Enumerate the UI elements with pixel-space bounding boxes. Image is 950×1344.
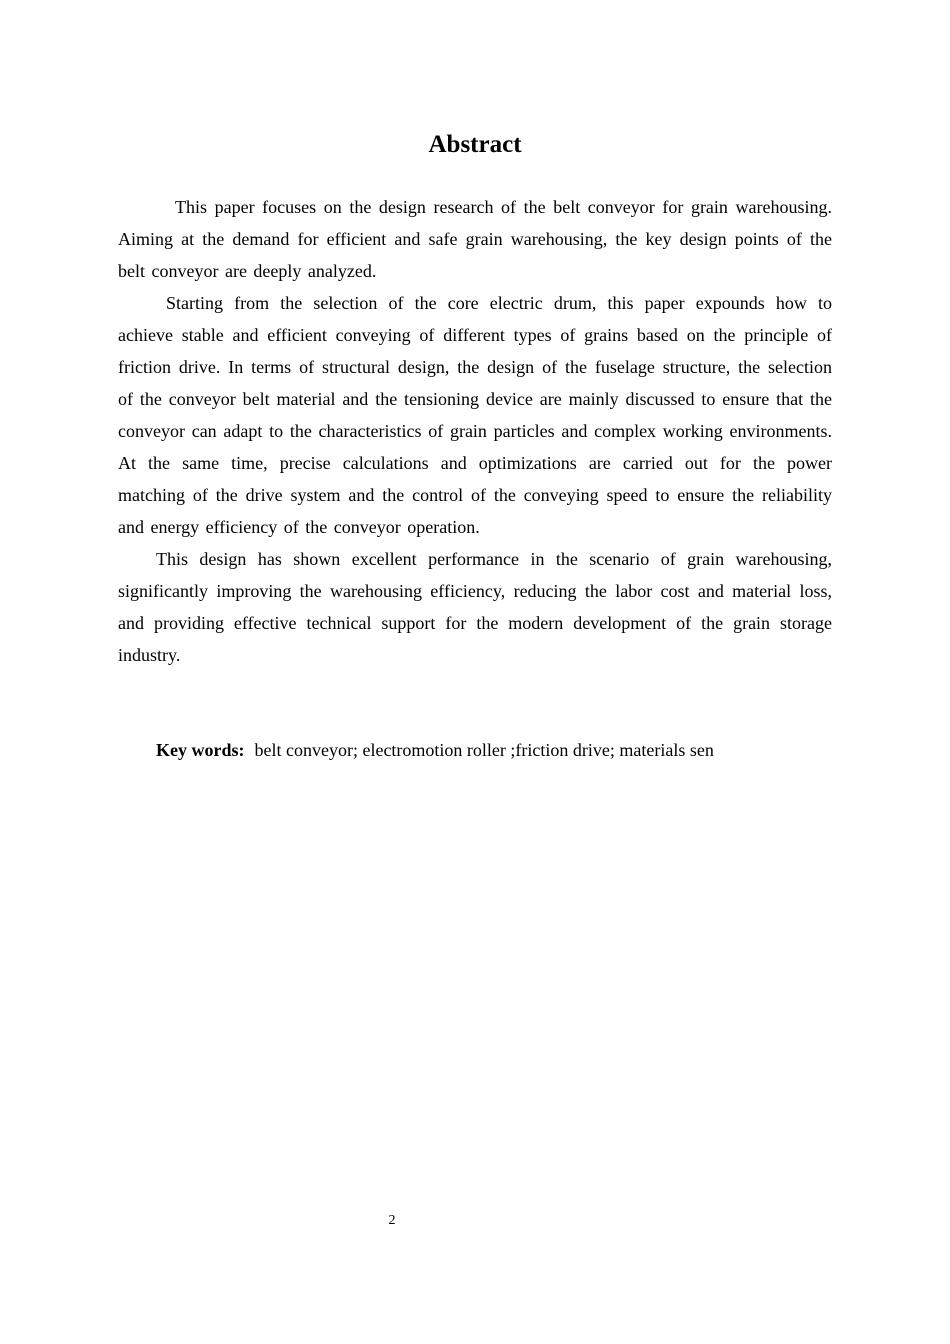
keywords-text: belt conveyor; electromotion roller ;friction drive; materials sen — [254, 740, 714, 760]
abstract-paragraph-2: Starting from the selection of the core electric drum, this paper expounds how to achieve stable and efficient conveying of different types of grains based on the principle of friction drive. In terms of structural design, the design of the fuselage structure, the selection of the conveyor belt material and the tensioning device are mainly discussed to ensure that the conveyor can adapt to the characteristics of grain particles and complex working environments. At the same time, precise calculations and optimizations are carried out for the power matching of the drive system and the control of the conveying speed to ensure the reliability and energy efficiency of the conveyor operation. — [118, 293, 832, 537]
abstract-title: Abstract — [428, 131, 522, 158]
abstract-paragraph-1: This paper focuses on the design research of the belt conveyor for grain warehousing. Aiming at the demand for efficient and safe grain warehousing, the key design points of the belt conveyor are deeply analyzed. — [118, 197, 832, 281]
keywords-line — [156, 734, 856, 766]
abstract-paragraph-3: This design has shown excellent performance in the scenario of grain warehousing, significantly improving the warehousing efficiency, reducing the labor cost and material loss, and providing effective technical support for the modern development of the grain storage industry. — [118, 549, 832, 665]
keywords-label: Key words: — [156, 740, 245, 760]
page-number: 2 — [388, 1213, 396, 1228]
abstract-body — [118, 191, 832, 671]
